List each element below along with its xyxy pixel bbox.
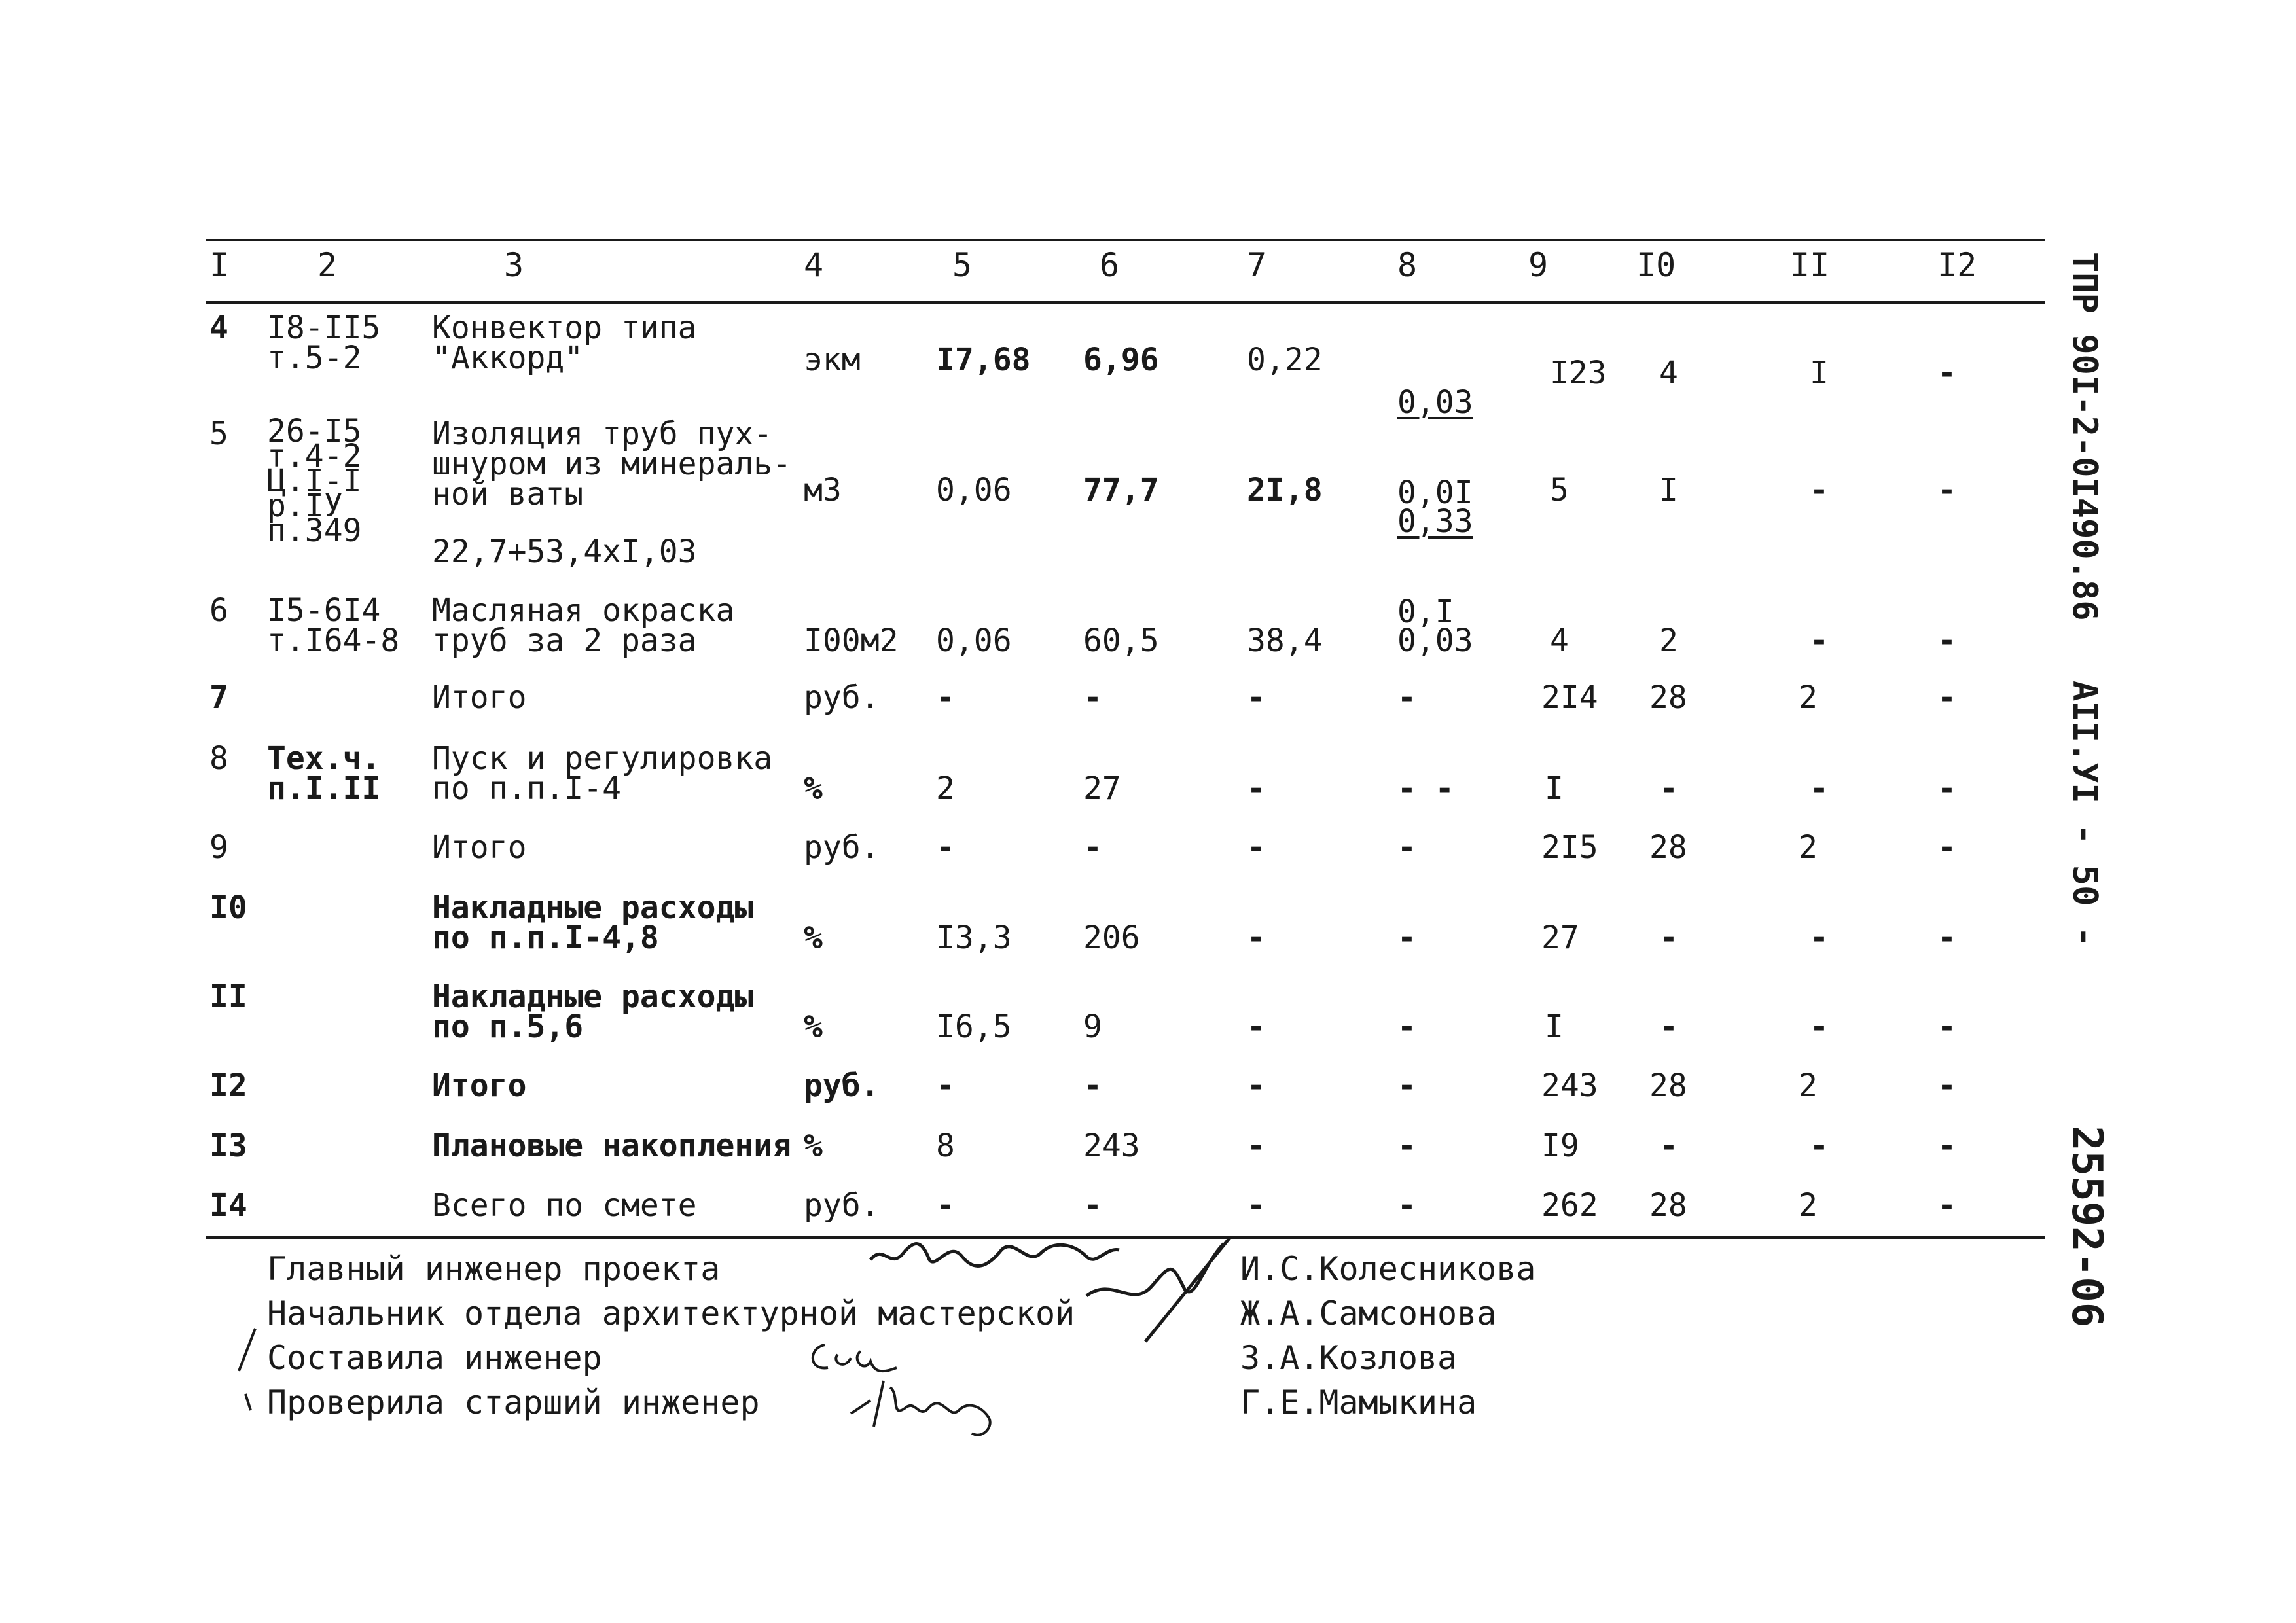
unit-cost: 60,5 [1083,622,1159,659]
row-number: 5 [209,416,228,452]
unit: % [804,1008,823,1045]
handwritten-signature-2 [1073,1224,1244,1348]
unit: % [804,770,823,807]
header-col-4: 4 [804,246,824,284]
signatory-role: Проверила старший инженер [267,1383,760,1421]
header-col-1: I [209,246,230,284]
quantity: 8 [936,1128,955,1164]
col-7-value: - [1247,1128,1266,1164]
col-12-value: - [1937,1067,1956,1104]
unit-cost: 243 [1083,1128,1140,1164]
col-12-value: - [1937,1008,1956,1045]
side-document-number: 25592-06 [2062,1126,2111,1328]
signatory-name: З.А.Козлова [1240,1339,1458,1377]
side-album-sheet: АII.УI - 50 - [2065,681,2104,947]
norm-code: 26-I5 т.4-2 Ц.I-I р.IУ п.349 [267,413,362,549]
header-bottom-rule [206,301,2045,304]
row-number: 8 [209,740,228,777]
col-9-value: 4 [1550,622,1569,659]
signatory-name: Г.Е.Мамыкина [1240,1383,1477,1421]
quantity: 0,06 [936,622,1012,659]
side-project-code: ТПР 90I-2-0I490.86 [2065,252,2104,621]
col-8-value: - [1397,829,1416,866]
col-12-value: - [1937,355,1956,391]
header-col-3: 3 [504,246,524,284]
col-11-value: - [1810,472,1829,508]
col-8-value: - [1397,1067,1416,1104]
col-7-value: - [1247,679,1266,716]
signatory-role: Начальник отдела архитектурной мастерской [267,1294,1075,1332]
quantity: I6,5 [936,1008,1012,1045]
col-12-value: - [1937,829,1956,866]
col-9-value: 2I5 [1541,829,1598,866]
signatory-name: И.С.Колесникова [1240,1250,1536,1288]
col-12-value: - [1937,1128,1956,1164]
quantity: - [936,829,955,866]
col-9-value: 243 [1541,1067,1598,1104]
header-col-8: 8 [1397,246,1418,284]
unit-cost: 27 [1083,770,1121,807]
col-10-value: - [1659,919,1678,956]
col-9-value: 5 [1550,472,1569,508]
header-col-9: 9 [1528,246,1549,284]
unit: экм [804,342,861,378]
col-9-value: 27 [1541,919,1579,956]
norm-code: I5-6I4 т.I64-8 [267,592,400,659]
work-name: Накладные расходы по п.п.I-4,8 [432,889,754,956]
col-7-value: 0,22 [1247,342,1323,378]
work-name: Масляная окраска труб за 2 раза [432,592,735,659]
quantity: - [936,1067,955,1104]
col-8-value: - [1397,919,1416,956]
quantity: 2 [936,770,955,807]
work-name: Итого [432,679,527,716]
col-10-value: 28 [1649,1067,1687,1104]
col-12-value: - [1937,1187,1956,1224]
col-12-value: - [1937,472,1956,508]
work-name: Конвектор типа "Аккорд" [432,310,697,376]
quantity: - [936,1187,955,1224]
col-12-value: - [1937,770,1956,807]
col-11-value: 2 [1799,1067,1818,1104]
col-9-value: I9 [1541,1128,1579,1164]
unit: I00м2 [804,622,899,659]
unit-cost: 206 [1083,919,1140,956]
col-7-value: - [1247,770,1266,807]
col-11-value: - [1810,622,1829,659]
col-11-value: I [1810,355,1829,391]
unit: руб. [804,679,880,716]
col-12-value: - [1937,919,1956,956]
work-name: Плановые накопления [432,1128,792,1164]
quantity: I3,3 [936,919,1012,956]
unit-cost: - [1083,1067,1102,1104]
col-10-value: - [1659,770,1678,807]
col-11-value: - [1810,1128,1829,1164]
col-12-value: - [1937,622,1956,659]
fraction-numerator: 0,33 [1397,503,1473,540]
header-col-5: 5 [952,246,973,284]
row-number: I2 [209,1067,247,1104]
col-7-value: 2I,8 [1247,472,1323,508]
col-10-value: 28 [1649,829,1687,866]
col-10-value: - [1659,1008,1678,1045]
signatory-role: Главный инженер проекта [267,1250,721,1288]
norm-code: Тех.ч. п.I.II [267,740,381,807]
table-top-rule [206,239,2045,241]
col-10-value: 2 [1659,622,1678,659]
unit-cost: - [1083,829,1102,866]
unit-cost: 77,7 [1083,472,1159,508]
fraction-denominator: 0,I [1397,594,1454,630]
unit-cost: 6,96 [1083,342,1159,378]
handwritten-signature-4 [844,1368,1001,1446]
col-9-value: I [1545,1008,1564,1045]
col-9-value: 262 [1541,1187,1598,1224]
col-12-value: - [1937,679,1956,716]
unit: м3 [804,472,842,508]
work-formula: 22,7+53,4хI,03 [432,533,697,570]
signatory-name: Ж.А.Самсонова [1240,1294,1497,1332]
quantity: - [936,679,955,716]
row-number: 4 [209,310,228,346]
row-number: II [209,978,247,1015]
signatory-role: Составила инженер [267,1339,602,1377]
col-8-value: - [1397,1008,1416,1045]
col-10-value: 28 [1649,1187,1687,1224]
col-7-value: 38,4 [1247,622,1323,659]
unit-cost: 9 [1083,1008,1102,1045]
row-number: I0 [209,889,247,926]
col-9-value: 2I4 [1541,679,1598,716]
norm-code: I8-II5 т.5-2 [267,310,381,376]
col-8-value: - [1397,679,1416,716]
header-col-10: I0 [1636,246,1676,284]
col-9-value: I [1545,770,1564,807]
unit: % [804,919,823,956]
header-col-2: 2 [317,246,338,284]
work-name: Пуск и регулировка по п.п.I-4 [432,740,773,807]
col-7-value: - [1247,919,1266,956]
col-10-value: - [1659,1128,1678,1164]
unit: % [804,1128,823,1164]
col-9-value: I23 [1550,355,1607,391]
col-11-value: 2 [1799,829,1818,866]
unit: руб. [804,1067,880,1104]
work-name: Всего по смете [432,1187,697,1224]
unit: руб. [804,1187,880,1224]
unit: руб. [804,829,880,866]
col-11-value: 2 [1799,679,1818,716]
work-name: Изоляция труб пух- шнуром из минераль- ной ваты [432,416,792,512]
unit-cost: - [1083,679,1102,716]
col-8-value: - - [1397,770,1454,807]
col-10-value: 28 [1649,679,1687,716]
header-col-11: II [1790,246,1830,284]
fraction-numerator: 0,03 [1397,384,1473,421]
col-8-value: - [1397,1128,1416,1164]
quantity: 0,06 [936,472,1012,508]
row-number: 6 [209,592,228,629]
quantity: I7,68 [936,342,1031,378]
col-7-value: - [1247,1067,1266,1104]
col-7-value: - [1247,829,1266,866]
row-number: 7 [209,679,228,716]
col-11-value: - [1810,919,1829,956]
work-name: Итого [432,1067,527,1104]
col-11-value: - [1810,770,1829,807]
header-col-6: 6 [1100,246,1120,284]
col-8-value: 0,03 [1397,622,1473,659]
work-name: Итого [432,829,527,866]
fraction-denominator: 0,0I [1397,474,1473,511]
header-col-12: I2 [1937,246,1977,284]
row-number: I3 [209,1128,247,1164]
col-10-value: 4 [1659,355,1678,391]
row-number: I4 [209,1187,247,1224]
col-10-value: I [1659,472,1678,508]
col-11-value: 2 [1799,1187,1818,1224]
unit-cost: - [1083,1187,1102,1224]
margin-tick-marks [232,1322,265,1420]
work-name: Накладные расходы по п.5,6 [432,978,754,1045]
col-7-value: - [1247,1187,1266,1224]
col-8-value: - [1397,1187,1416,1224]
header-col-7: 7 [1247,246,1267,284]
col-11-value: - [1810,1008,1829,1045]
col-7-value: - [1247,1008,1266,1045]
row-number: 9 [209,829,228,866]
